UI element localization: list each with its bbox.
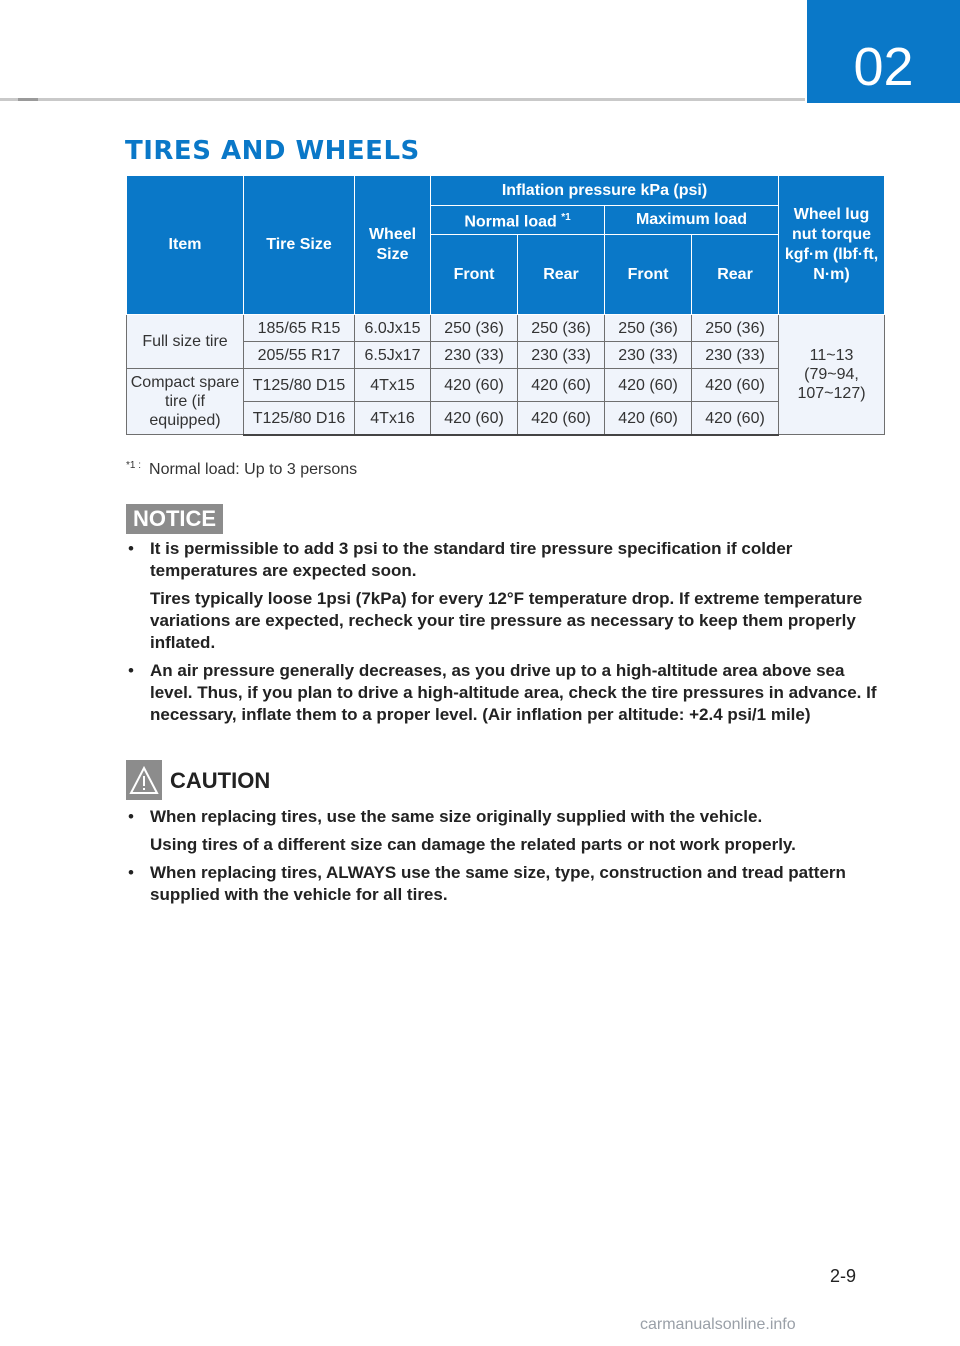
normal-rear-cell: 420 (60) bbox=[518, 369, 605, 402]
max-front-cell: 250 (36) bbox=[605, 315, 692, 342]
item-compact-spare: Compact spare tire (if equipped) bbox=[127, 369, 244, 435]
notice-item-text: It is permissible to add 3 psi to the standard tire pressure specification if colder temperatures are expected soon. bbox=[150, 539, 793, 580]
normal-rear-cell: 250 (36) bbox=[518, 315, 605, 342]
notice-list bbox=[128, 538, 888, 732]
header-item: Item bbox=[127, 176, 244, 315]
notice-item-subtext: Tires typically loose 1psi (7kPa) for every 12°F temperature drop. If extreme temperature variations are expected, recheck your tire pressure as necessary to keep them properly inflated. bbox=[150, 589, 863, 652]
header-normal-front: Front bbox=[431, 235, 518, 315]
header-inflation-pressure: Inflation pressure kPa (psi) bbox=[431, 176, 779, 206]
header-normal-load bbox=[431, 206, 605, 235]
chapter-tab: 02 bbox=[807, 0, 960, 103]
watermark: carmanualsonline.info bbox=[640, 1316, 796, 1333]
header-lug-torque: Wheel lug nut torque kgf·m (lbf·ft, N·m) bbox=[779, 176, 885, 315]
wheel-size-cell: 4Tx16 bbox=[355, 402, 431, 435]
table-row bbox=[127, 369, 885, 402]
list-item bbox=[128, 806, 888, 856]
wheel-size-cell: 4Tx15 bbox=[355, 369, 431, 402]
lug-torque-value: 11~13 (79~94, 107~127) bbox=[779, 315, 885, 435]
notice-badge: NOTICE bbox=[126, 504, 223, 534]
table-row bbox=[127, 315, 885, 342]
max-rear-cell: 250 (36) bbox=[692, 315, 779, 342]
notice-item-text: An air pressure generally decreases, as you drive up to a high-altitude area above sea level. Thus, if you plan to drive a high-altitude area, check the tire pressures in advance. If necessary, inflate them to a proper level. (Air inflation per altitude: +2.4 psi/1 mile) bbox=[150, 661, 877, 724]
bullet-icon: • bbox=[128, 539, 134, 558]
section-title: TIRES AND WHEELS bbox=[125, 136, 420, 166]
header-rule-accent bbox=[18, 98, 38, 101]
footnote-mark: *1 : bbox=[126, 460, 142, 471]
header-wheel-size: Wheel Size bbox=[355, 176, 431, 315]
normal-front-cell: 420 (60) bbox=[431, 402, 518, 435]
normal-front-cell: 230 (33) bbox=[431, 342, 518, 369]
header-max-rear: Rear bbox=[692, 235, 779, 315]
normal-load-label: Normal load bbox=[464, 213, 557, 231]
normal-rear-cell: 420 (60) bbox=[518, 402, 605, 435]
tire-size-cell: 205/55 R17 bbox=[244, 342, 355, 369]
bullet-icon: • bbox=[128, 807, 134, 826]
header-normal-rear: Rear bbox=[518, 235, 605, 315]
bullet-icon: • bbox=[128, 661, 134, 680]
max-rear-cell: 230 (33) bbox=[692, 342, 779, 369]
max-rear-cell: 420 (60) bbox=[692, 402, 779, 435]
page-number: 2-9 bbox=[830, 1266, 857, 1286]
header-maximum-load: Maximum load bbox=[605, 206, 779, 235]
header-max-front: Front bbox=[605, 235, 692, 315]
caution-list bbox=[128, 806, 888, 912]
warning-icon bbox=[126, 760, 162, 800]
normal-rear-cell: 230 (33) bbox=[518, 342, 605, 369]
item-full-size: Full size tire bbox=[127, 315, 244, 369]
max-front-cell: 420 (60) bbox=[605, 402, 692, 435]
list-item bbox=[128, 660, 888, 726]
footnote bbox=[126, 460, 357, 479]
wheel-size-cell: 6.0Jx15 bbox=[355, 315, 431, 342]
caution-item-text: When replacing tires, use the same size originally supplied with the vehicle. bbox=[150, 807, 763, 826]
caution-item-text: When replacing tires, ALWAYS use the same size, type, construction and tread pattern supplied with the vehicle for all tires. bbox=[150, 863, 846, 904]
normal-front-cell: 420 (60) bbox=[431, 369, 518, 402]
footnote-text: Normal load: Up to 3 persons bbox=[149, 461, 358, 478]
max-rear-cell: 420 (60) bbox=[692, 369, 779, 402]
caution-label: CAUTION bbox=[170, 768, 271, 793]
max-front-cell: 230 (33) bbox=[605, 342, 692, 369]
tire-size-cell: T125/80 D16 bbox=[244, 402, 355, 435]
max-front-cell: 420 (60) bbox=[605, 369, 692, 402]
wheel-size-cell: 6.5Jx17 bbox=[355, 342, 431, 369]
tire-spec-table bbox=[126, 175, 885, 436]
tire-size-cell: T125/80 D15 bbox=[244, 369, 355, 402]
caution-item-subtext: Using tires of a different size can damage the related parts or not work properly. bbox=[150, 835, 796, 854]
list-item bbox=[128, 538, 888, 654]
list-item bbox=[128, 862, 888, 906]
tire-size-cell: 185/65 R15 bbox=[244, 315, 355, 342]
bullet-icon: • bbox=[128, 863, 134, 882]
header-tire-size: Tire Size bbox=[244, 176, 355, 315]
header-rule bbox=[0, 98, 805, 101]
normal-load-footnote-mark: *1 bbox=[561, 212, 571, 223]
normal-front-cell: 250 (36) bbox=[431, 315, 518, 342]
